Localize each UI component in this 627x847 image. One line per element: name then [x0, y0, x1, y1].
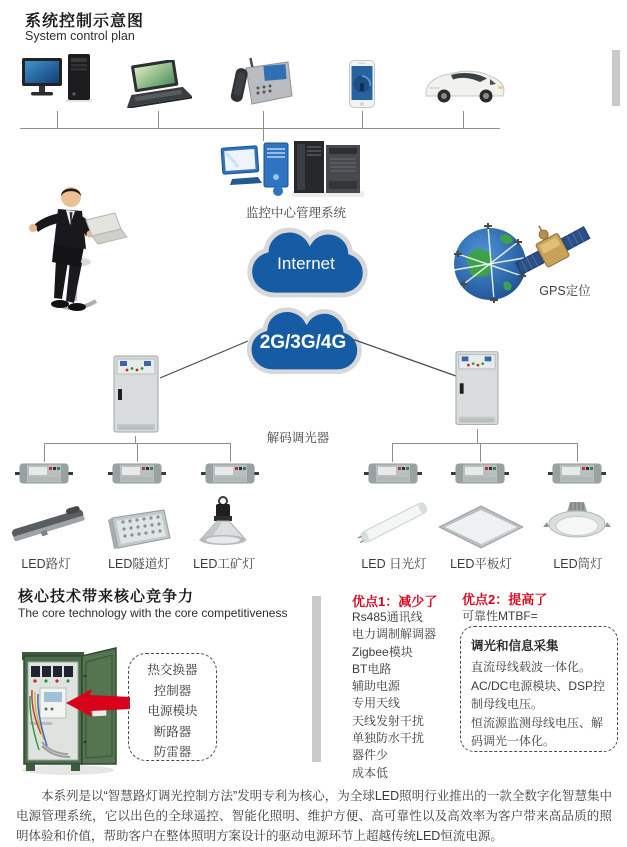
cabinet-parts-box [128, 653, 217, 761]
advantage1-item: 天线发射干扰 [352, 713, 425, 728]
connector-line [263, 111, 264, 128]
connector-line [57, 111, 58, 128]
led-tunnel-light-icon [102, 504, 174, 552]
connector-line [577, 443, 578, 462]
dimming-info-box [460, 626, 618, 752]
connector-line [44, 443, 45, 462]
dimming-info-line: 恒流源监测母线电压、解码调光一体化。 [471, 715, 604, 748]
dimming-info-title: 调光和信息采集 [471, 639, 559, 653]
advantage1-item: BT电路 [352, 661, 392, 676]
connector-line [137, 443, 138, 462]
monitoring-center-icon [218, 139, 368, 201]
advantage1-heading: 优点1：减少了 [352, 594, 438, 609]
dimming-info-line: 直流母线载波一体化。 [471, 660, 592, 674]
led-downlight-icon [542, 500, 612, 548]
core-section-title: 核心技术带来核心竞争力 [18, 588, 195, 605]
led-driver-icon [15, 462, 73, 488]
led-street-light-icon [10, 505, 88, 551]
led-light-label: LED平板灯 [450, 557, 512, 571]
advantage1-item: Zigbee模块 [352, 644, 413, 659]
led-highbay-light-icon [194, 496, 252, 554]
advantage1-item: 单独防水干扰 [352, 731, 425, 746]
led-light-label: LED工矿灯 [193, 557, 255, 571]
advantage2-subtitle: 可靠性MTBF= [462, 609, 538, 623]
led-light-label: LED隧道灯 [108, 557, 170, 571]
led-driver-icon [201, 462, 259, 488]
advantage1-item: 电力调制解调器 [352, 627, 437, 642]
core-section-subtitle: The core technology with the core competitiveness [18, 606, 288, 620]
car-icon [420, 64, 506, 108]
led-light-label: LED筒灯 [553, 557, 603, 571]
connector-line [230, 443, 231, 462]
advantage1-item: 专用天线 [352, 696, 401, 711]
advantage1-item: 成本低 [352, 765, 389, 780]
cabinet-part: 热交换器 [147, 663, 198, 677]
led-driver-icon [548, 462, 606, 488]
page-title: 系统控制示意图 [25, 13, 145, 30]
ip-phone-icon [230, 56, 294, 108]
advantage1-item: 辅助电源 [352, 679, 401, 694]
led-light-label: LED路灯 [21, 557, 71, 571]
connector-line [463, 111, 464, 128]
section-divider-bar [312, 596, 321, 762]
advantage1-item: Rs485通讯线 [352, 610, 423, 624]
internet-cloud-label: Internet [277, 254, 335, 273]
led-panel-light-icon [438, 505, 524, 551]
cabinet-part: 断路器 [153, 724, 192, 739]
desktop-computer-icon [20, 54, 96, 110]
smartphone-icon [349, 60, 375, 108]
advantage1-list [352, 609, 436, 782]
mobile-network-label: 2G/3G/4G [259, 332, 347, 353]
connector-line [392, 443, 393, 462]
cabinet-part: 电源模块 [147, 704, 198, 718]
led-tube-light-icon [352, 496, 436, 550]
connector-line [158, 111, 159, 128]
footer-paragraph: 本系列是以“智慧路灯调光控制方法”发明专利为核心，为全球LED照明行业推出的一款全数字化智慧集中电源管理系统，它以出色的全球遥控、智能化照明、维护方便、高可靠性以及高效率为客户带来高品质的照明体验和价值，帮助客户在整体照明方案设计的驱动电源环节上超越传统LED恒流电源。 [16, 789, 612, 843]
led-driver-icon [451, 462, 509, 488]
page-subtitle: System control plan [25, 29, 135, 43]
monitoring-center-label: 监控中心管理系统 [245, 206, 346, 220]
connector-line [477, 429, 478, 443]
cabinet-part: 控制器 [153, 683, 192, 698]
connector-line [135, 436, 136, 443]
gps-label: GPS定位 [539, 284, 591, 298]
connector-line [480, 443, 481, 462]
operator-person-icon [16, 183, 136, 311]
dimming-cabinet-icon [113, 354, 159, 436]
connector-line [362, 111, 363, 128]
satellite-icon [512, 220, 594, 280]
cabinet-part: 防雷器 [153, 745, 192, 759]
accent-bar-top [612, 50, 620, 106]
led-light-label: LED 日光灯 [361, 557, 427, 571]
laptop-icon [120, 60, 192, 108]
advantage1-item: 器件少 [352, 748, 389, 763]
advantage2-heading: 优点2：提高了 [462, 592, 548, 607]
led-driver-icon [364, 462, 422, 488]
connector-bus-top [20, 128, 500, 129]
connector-bus-right [392, 443, 578, 444]
decoder-label: 解码调光器 [266, 431, 330, 445]
red-arrow-icon [66, 688, 130, 718]
led-driver-icon [108, 462, 166, 488]
dimming-info-line: AC/DC电源模块、DSP控制母线电压。 [471, 678, 606, 711]
dimming-cabinet-icon [455, 349, 499, 429]
